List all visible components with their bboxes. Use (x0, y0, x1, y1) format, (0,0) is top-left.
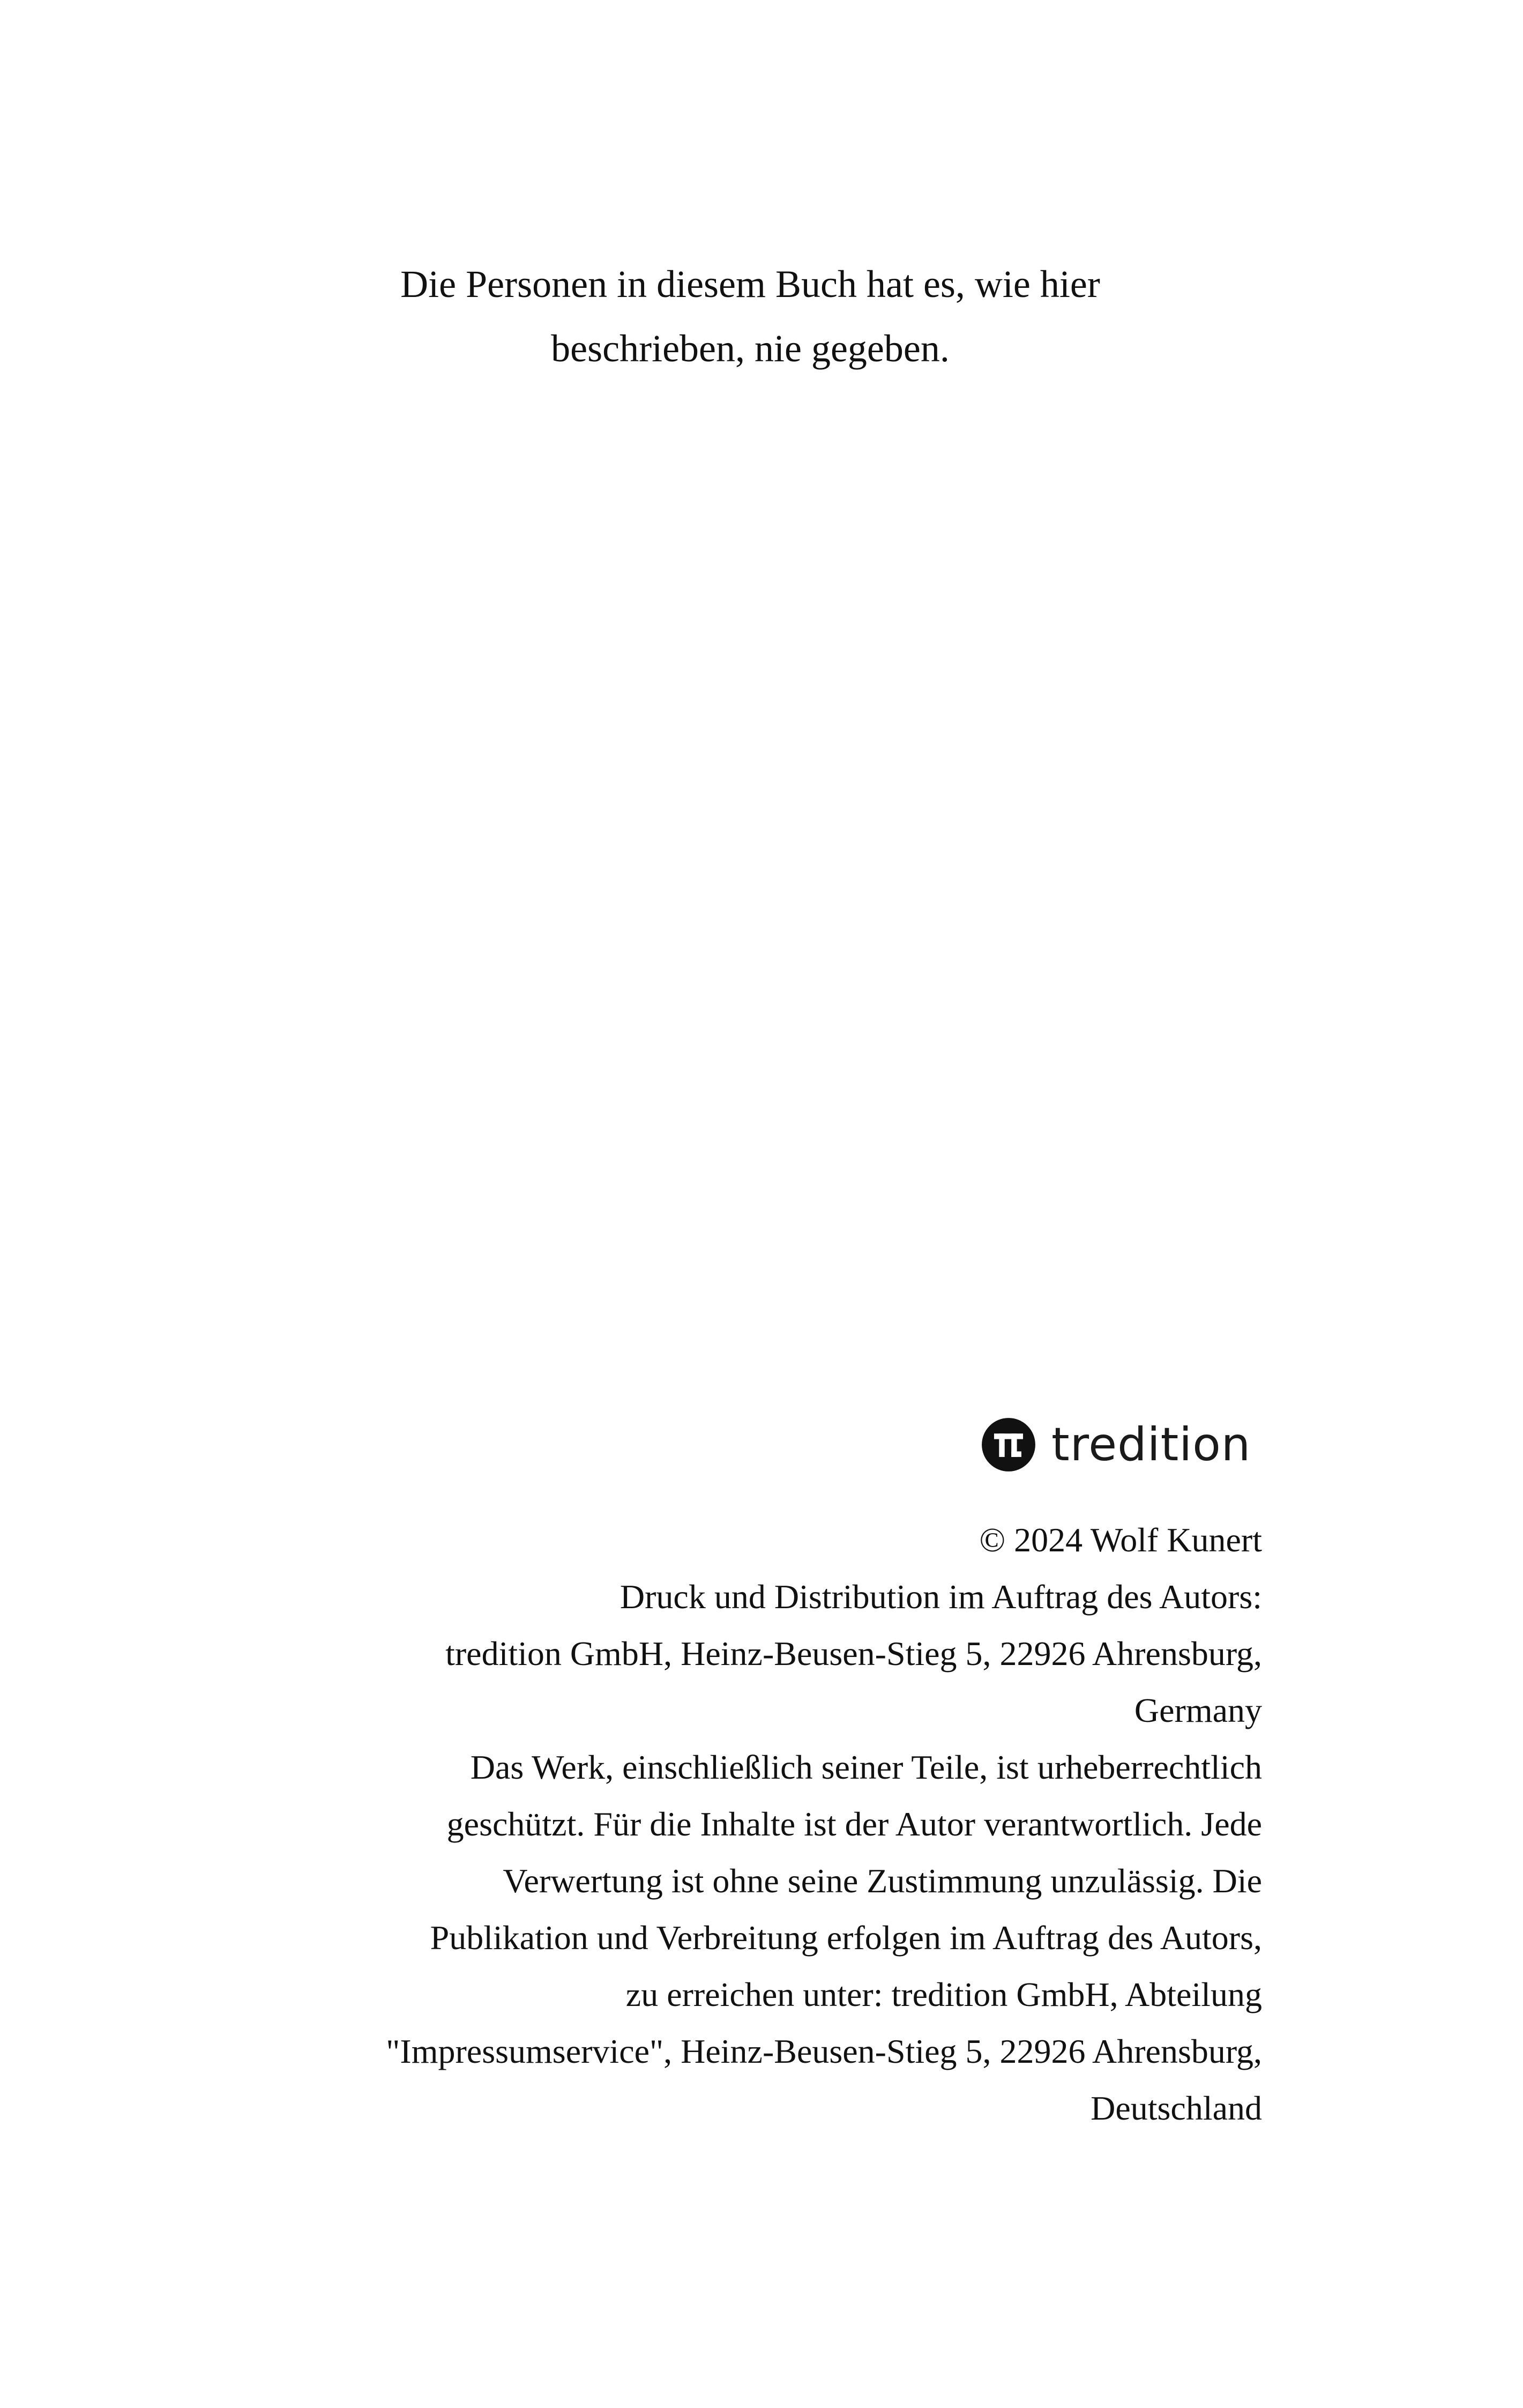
imprint-line: Deutschland (1091, 2089, 1262, 2127)
imprint-line: zu erreichen unter: tredition GmbH, Abteilung (625, 1975, 1262, 2013)
tredition-logo-icon (981, 1417, 1036, 1473)
imprint-line: Das Werk, einschließlich seiner Teile, ist urheberrechtlich (470, 1748, 1262, 1786)
imprint-line: Druck und Distribution im Auftrag des Autors: (619, 1578, 1262, 1616)
imprint-line: Verwertung ist ohne seine Zustimmung unzulässig. Die (503, 1862, 1262, 1900)
publisher-logo (981, 1415, 1254, 1474)
imprint-line: Publikation und Verbreitung erfolgen im Auftrag des Autors, (430, 1919, 1262, 1957)
logo-wordmark: tredition (1051, 1418, 1251, 1471)
disclaimer-line: Die Personen in diesem Buch hat es, wie hier (400, 263, 1100, 306)
imprint-line: "Impressumservice", Heinz-Beusen-Stieg 5, 22926 Ahrensburg, (386, 2032, 1262, 2070)
imprint-line: tredition GmbH, Heinz-Beusen-Stieg 5, 22926 Ahrensburg, (445, 1634, 1262, 1673)
imprint-line: Germany (1134, 1691, 1262, 1729)
imprint-line: geschützt. Für die Inhalte ist der Autor verantwortlich. Jede (446, 1805, 1262, 1843)
disclaimer-text (300, 252, 1200, 381)
imprint-line: © 2024 Wolf Kunert (979, 1521, 1262, 1559)
disclaimer-line: beschrieben, nie gegeben. (551, 327, 950, 370)
imprint-block (257, 1512, 1262, 2137)
